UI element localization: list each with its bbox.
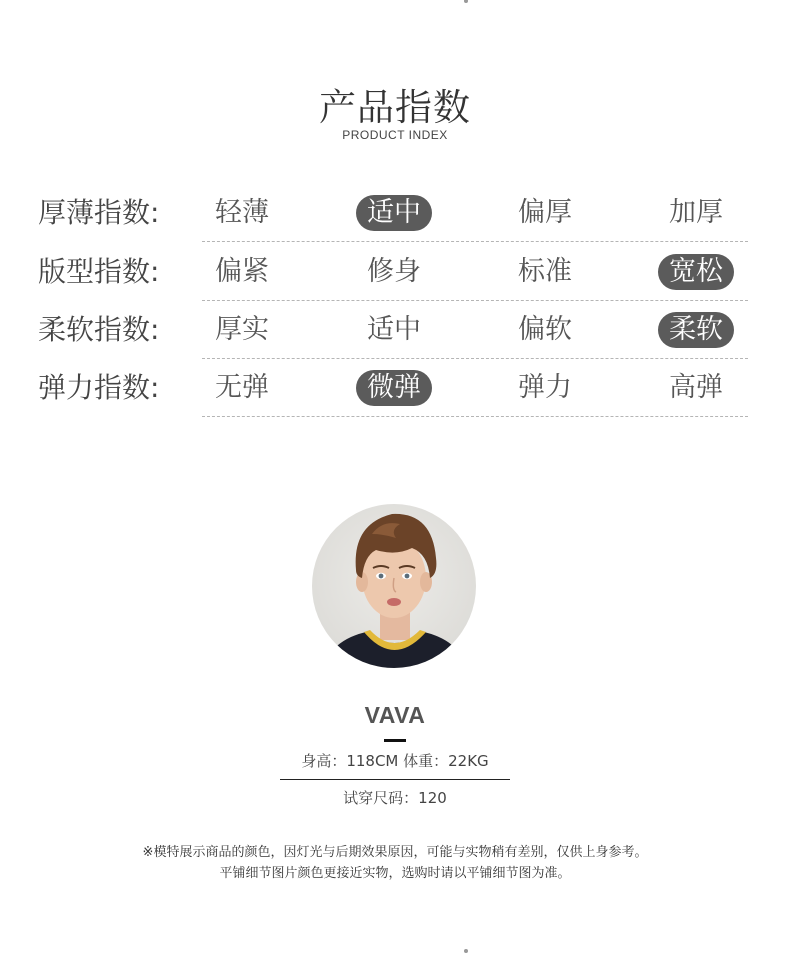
index-row-fit [0,252,790,310]
model-size: 试穿尺码：120 [343,789,447,807]
info-divider [280,779,510,780]
index-row-elasticity [0,368,790,426]
index-option-selected: 适中 [356,195,432,231]
section-subtitle: PRODUCT INDEX [342,128,448,142]
section-title: 产品指数 [319,86,471,129]
index-option: 高弹 [669,372,723,403]
index-option: 修身 [367,256,421,287]
index-option: 厚实 [215,314,269,345]
row-divider [202,300,748,301]
bottom-decor-dot [464,949,468,953]
index-row-label: 厚薄指数: [38,196,160,229]
index-option: 适中 [367,314,421,345]
index-option: 偏紧 [215,256,269,287]
row-divider [202,416,748,417]
index-option-selected: 宽松 [658,254,734,290]
index-option-selected: 微弹 [356,370,432,406]
index-option: 偏厚 [518,197,572,228]
disclaimer-line-2: 平铺细节图片颜色更接近实物，选购时请以平铺细节图为准。 [219,866,571,881]
index-row-label: 版型指数: [38,255,160,288]
index-row-softness [0,310,790,368]
model-name: VAVA [364,702,426,728]
model-measurements: 身高：118CM 体重：22KG [301,752,489,770]
index-option: 无弹 [215,372,269,403]
index-option: 标准 [518,256,572,287]
index-row-thickness [0,193,790,251]
index-row-label: 柔软指数: [38,313,160,346]
index-option: 弹力 [518,372,572,403]
index-row-label: 弹力指数: [38,371,160,404]
model-avatar [312,504,476,668]
index-option-selected: 柔软 [658,312,734,348]
index-option: 轻薄 [215,197,269,228]
model-photo-image [312,504,476,668]
top-decor-dot [464,0,468,3]
row-divider [202,358,748,359]
row-divider [202,241,748,242]
disclaimer-line-1: ※模特展示商品的颜色，因灯光与后期效果原因，可能与实物稍有差别，仅供上身参考。 [142,845,648,860]
index-option: 加厚 [669,197,723,228]
name-underline [384,739,406,742]
index-option: 偏软 [518,314,572,345]
